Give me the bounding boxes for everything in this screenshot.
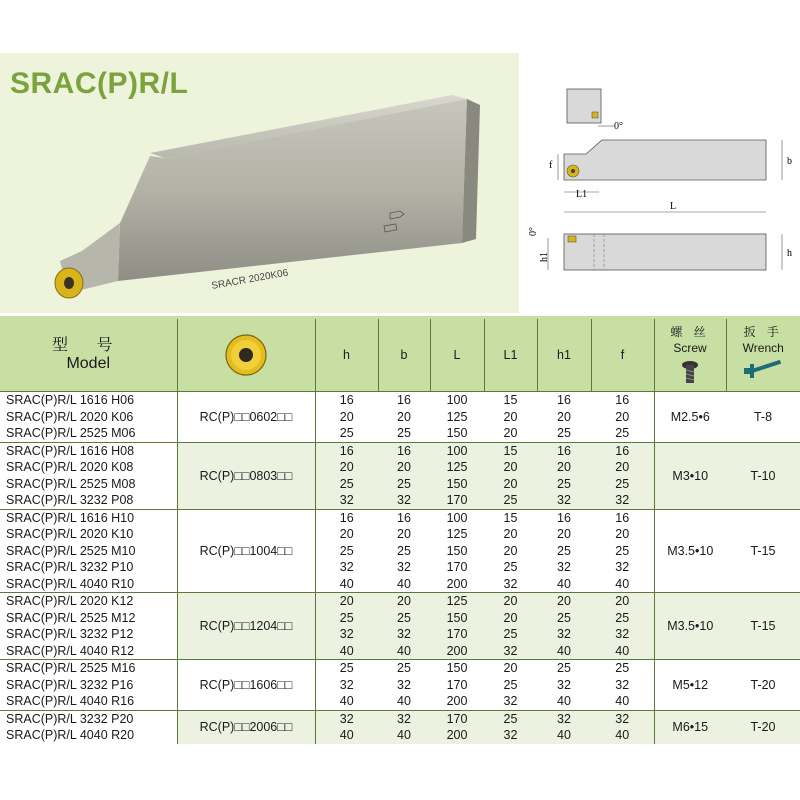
header-L: L [430, 318, 484, 392]
dim-L1-cell: 32 [484, 693, 537, 710]
dim-h-cell: 40 [315, 693, 378, 710]
model-cell: SRAC(P)R/L 4040 R20 [0, 727, 177, 744]
dim-h1-cell: 16 [537, 509, 591, 526]
dim-h-cell: 25 [315, 425, 378, 442]
model-cell: SRAC(P)R/L 2020 K08 [0, 459, 177, 476]
label-h: h [787, 248, 792, 259]
dim-b-cell: 32 [378, 492, 430, 509]
screw-cell: M3.5•10 [654, 593, 726, 660]
dim-h1-cell: 40 [537, 727, 591, 744]
dim-h1-cell: 32 [537, 677, 591, 694]
round-insert-icon [223, 332, 269, 378]
dim-f-cell: 16 [591, 392, 654, 409]
header-f: f [591, 318, 654, 392]
dim-L-cell: 170 [430, 677, 484, 694]
dim-h1-cell: 25 [537, 610, 591, 627]
dim-b-cell: 20 [378, 459, 430, 476]
dim-b-cell: 16 [378, 442, 430, 459]
dim-L1-cell: 32 [484, 727, 537, 744]
dim-L1-cell: 20 [484, 610, 537, 627]
insert-group [0, 710, 800, 744]
dim-f-cell: 40 [591, 693, 654, 710]
screw-cell: M3•10 [654, 442, 726, 509]
model-cell: SRAC(P)R/L 2020 K06 [0, 409, 177, 426]
dim-h1-cell: 20 [537, 593, 591, 610]
dim-h1-cell: 40 [537, 693, 591, 710]
wrench-cell: T-10 [726, 442, 800, 509]
dim-L1-cell: 25 [484, 492, 537, 509]
dim-h-cell: 40 [315, 727, 378, 744]
model-cell: SRAC(P)R/L 3232 P08 [0, 492, 177, 509]
dim-L-cell: 125 [430, 593, 484, 610]
specification-table [0, 316, 800, 744]
torx-wrench-icon [740, 360, 786, 386]
model-cell: SRAC(P)R/L 4040 R10 [0, 576, 177, 593]
model-cell: SRAC(P)R/L 3232 P20 [0, 710, 177, 727]
header-screw [654, 318, 726, 392]
dim-h-cell: 32 [315, 559, 378, 576]
model-cell: SRAC(P)R/L 2020 K12 [0, 593, 177, 610]
wrench-cell: T-8 [726, 392, 800, 443]
dim-h1-cell: 32 [537, 492, 591, 509]
dim-f-cell: 20 [591, 459, 654, 476]
label-angle-side: 0° [528, 227, 539, 236]
header-screw-cn: 螺 丝 [670, 325, 710, 339]
wrench-cell: T-20 [726, 660, 800, 711]
dim-L1-cell: 20 [484, 425, 537, 442]
dim-b-cell: 32 [378, 710, 430, 727]
dim-f-cell: 16 [591, 509, 654, 526]
dim-L-cell: 125 [430, 409, 484, 426]
dim-L-cell: 170 [430, 492, 484, 509]
insert-code-cell: RC(P)□□2006□□ [177, 710, 315, 744]
dim-L-cell: 150 [430, 610, 484, 627]
dim-f-cell: 25 [591, 660, 654, 677]
dim-f-cell: 40 [591, 727, 654, 744]
table-header-row [0, 318, 800, 392]
dim-h1-cell: 40 [537, 643, 591, 660]
dim-L-cell: 125 [430, 526, 484, 543]
page-title: SRAC(P)R/L [10, 67, 189, 100]
dim-L-cell: 150 [430, 476, 484, 493]
insert-group [0, 392, 800, 443]
dim-b-cell: 40 [378, 727, 430, 744]
dim-f-cell: 32 [591, 492, 654, 509]
top-view [549, 140, 792, 212]
header-wrench-en: Wrench [742, 341, 784, 355]
dim-h-cell: 40 [315, 643, 378, 660]
dim-h-cell: 16 [315, 392, 378, 409]
insert-code-cell: RC(P)□□1606□□ [177, 660, 315, 711]
dim-L-cell: 200 [430, 693, 484, 710]
dim-L-cell: 150 [430, 543, 484, 560]
insert-code-cell: RC(P)□□1204□□ [177, 593, 315, 660]
dim-h-cell: 25 [315, 610, 378, 627]
dim-L1-cell: 20 [484, 459, 537, 476]
header-model [0, 318, 177, 392]
dim-L1-cell: 15 [484, 392, 537, 409]
model-cell: SRAC(P)R/L 4040 R12 [0, 643, 177, 660]
dim-h-cell: 20 [315, 409, 378, 426]
table-row [0, 392, 800, 409]
dim-h-cell: 32 [315, 492, 378, 509]
dim-f-cell: 32 [591, 677, 654, 694]
dim-h1-cell: 20 [537, 459, 591, 476]
dim-L1-cell: 15 [484, 509, 537, 526]
dim-b-cell: 16 [378, 392, 430, 409]
screw-cell: M6•15 [654, 710, 726, 744]
dim-b-cell: 16 [378, 509, 430, 526]
dim-h1-cell: 25 [537, 476, 591, 493]
header-h1: h1 [537, 318, 591, 392]
model-cell: SRAC(P)R/L 2020 K10 [0, 526, 177, 543]
dim-h-cell: 20 [315, 526, 378, 543]
dim-b-cell: 40 [378, 693, 430, 710]
dim-h1-cell: 32 [537, 626, 591, 643]
dim-b-cell: 20 [378, 526, 430, 543]
dim-L-cell: 200 [430, 576, 484, 593]
dim-h1-cell: 25 [537, 425, 591, 442]
side-view [528, 227, 792, 270]
label-b: b [787, 156, 792, 167]
dim-b-cell: 20 [378, 409, 430, 426]
model-cell: SRAC(P)R/L 1616 H06 [0, 392, 177, 409]
model-cell: SRAC(P)R/L 2525 M12 [0, 610, 177, 627]
dim-h-cell: 16 [315, 509, 378, 526]
table-row [0, 710, 800, 727]
dim-f-cell: 20 [591, 593, 654, 610]
dim-h1-cell: 25 [537, 660, 591, 677]
insert-group [0, 660, 800, 711]
model-cell: SRAC(P)R/L 3232 P16 [0, 677, 177, 694]
model-cell: SRAC(P)R/L 1616 H10 [0, 509, 177, 526]
dim-f-cell: 32 [591, 710, 654, 727]
holder-engraving: SRACR 2020K06 [210, 267, 290, 292]
label-L: L [670, 201, 677, 212]
label-L1: L1 [576, 189, 588, 200]
insert-code-cell: RC(P)□□0803□□ [177, 442, 315, 509]
dim-L-cell: 170 [430, 626, 484, 643]
label-angle-top: 0° [614, 121, 623, 132]
dim-L1-cell: 25 [484, 677, 537, 694]
dim-L-cell: 170 [430, 559, 484, 576]
dim-h1-cell: 16 [537, 392, 591, 409]
dim-b-cell: 25 [378, 610, 430, 627]
dim-L1-cell: 20 [484, 660, 537, 677]
dim-L-cell: 150 [430, 660, 484, 677]
dim-L1-cell: 25 [484, 710, 537, 727]
model-cell: SRAC(P)R/L 3232 P10 [0, 559, 177, 576]
table-row [0, 593, 800, 610]
dim-b-cell: 32 [378, 626, 430, 643]
dim-h-cell: 25 [315, 476, 378, 493]
model-cell: SRAC(P)R/L 1616 H08 [0, 442, 177, 459]
screw-icon [680, 360, 700, 386]
dim-h-cell: 16 [315, 442, 378, 459]
dim-L-cell: 200 [430, 727, 484, 744]
dim-f-cell: 25 [591, 425, 654, 442]
dim-b-cell: 25 [378, 476, 430, 493]
insert-group [0, 442, 800, 509]
insert-code-cell: RC(P)□□0602□□ [177, 392, 315, 443]
dim-h-cell: 32 [315, 677, 378, 694]
dim-b-cell: 40 [378, 576, 430, 593]
product-photo-panel [0, 53, 519, 313]
end-view [567, 89, 623, 132]
header-wrench [726, 318, 800, 392]
insert-code-cell: RC(P)□□1004□□ [177, 509, 315, 593]
dim-h-cell: 25 [315, 543, 378, 560]
dim-f-cell: 25 [591, 476, 654, 493]
dim-L1-cell: 32 [484, 643, 537, 660]
screw-cell: M5•12 [654, 660, 726, 711]
dim-L-cell: 100 [430, 392, 484, 409]
dim-f-cell: 32 [591, 626, 654, 643]
insert-group [0, 593, 800, 660]
dim-L1-cell: 20 [484, 476, 537, 493]
model-cell: SRAC(P)R/L 2525 M10 [0, 543, 177, 560]
header-b: b [378, 318, 430, 392]
dim-h-cell: 25 [315, 660, 378, 677]
dim-L1-cell: 20 [484, 593, 537, 610]
model-cell: SRAC(P)R/L 4040 R16 [0, 693, 177, 710]
dim-L-cell: 200 [430, 643, 484, 660]
dim-f-cell: 25 [591, 610, 654, 627]
header-h: h [315, 318, 378, 392]
dim-L1-cell: 32 [484, 576, 537, 593]
dim-f-cell: 40 [591, 643, 654, 660]
dim-b-cell: 20 [378, 593, 430, 610]
insert-group [0, 509, 800, 593]
dim-f-cell: 20 [591, 409, 654, 426]
dim-L-cell: 125 [430, 459, 484, 476]
dim-h-cell: 32 [315, 710, 378, 727]
dim-f-cell: 25 [591, 543, 654, 560]
dim-f-cell: 16 [591, 442, 654, 459]
wrench-cell: T-15 [726, 509, 800, 593]
header-L1: L1 [484, 318, 537, 392]
dim-h-cell: 20 [315, 593, 378, 610]
wrench-cell: T-20 [726, 710, 800, 744]
model-cell: SRAC(P)R/L 2525 M16 [0, 660, 177, 677]
header-model-cn: 型 号 [52, 337, 125, 354]
wrench-cell: T-15 [726, 593, 800, 660]
header-model-en: Model [66, 355, 111, 372]
model-cell: SRAC(P)R/L 3232 P12 [0, 626, 177, 643]
dim-h1-cell: 25 [537, 543, 591, 560]
dim-h-cell: 32 [315, 626, 378, 643]
dimension-drawing [524, 68, 800, 298]
dim-b-cell: 25 [378, 660, 430, 677]
dim-h1-cell: 20 [537, 526, 591, 543]
round-insert [55, 268, 83, 298]
dim-L1-cell: 20 [484, 543, 537, 560]
dim-b-cell: 32 [378, 559, 430, 576]
dim-f-cell: 40 [591, 576, 654, 593]
dim-b-cell: 25 [378, 425, 430, 442]
header-insert [177, 318, 315, 392]
table-row [0, 509, 800, 526]
dim-h1-cell: 32 [537, 710, 591, 727]
dim-L1-cell: 20 [484, 526, 537, 543]
header-screw-en: Screw [673, 341, 707, 355]
dim-h1-cell: 40 [537, 576, 591, 593]
dim-L-cell: 100 [430, 509, 484, 526]
dim-b-cell: 25 [378, 543, 430, 560]
dim-L1-cell: 20 [484, 409, 537, 426]
dim-f-cell: 20 [591, 526, 654, 543]
dim-h-cell: 40 [315, 576, 378, 593]
header-wrench-cn: 扳 手 [743, 325, 783, 339]
dim-h1-cell: 16 [537, 442, 591, 459]
model-cell: SRAC(P)R/L 2525 M06 [0, 425, 177, 442]
table-row [0, 442, 800, 459]
dim-L1-cell: 25 [484, 559, 537, 576]
dim-h1-cell: 32 [537, 559, 591, 576]
dim-h1-cell: 20 [537, 409, 591, 426]
label-f: f [549, 160, 553, 171]
dim-L-cell: 150 [430, 425, 484, 442]
screw-cell: M3.5•10 [654, 509, 726, 593]
label-h1: h1 [539, 252, 550, 262]
dim-L1-cell: 25 [484, 626, 537, 643]
dim-h-cell: 20 [315, 459, 378, 476]
dim-L1-cell: 15 [484, 442, 537, 459]
dim-L-cell: 100 [430, 442, 484, 459]
dim-L-cell: 170 [430, 710, 484, 727]
model-cell: SRAC(P)R/L 2525 M08 [0, 476, 177, 493]
dim-b-cell: 32 [378, 677, 430, 694]
screw-cell: M2.5•6 [654, 392, 726, 443]
dim-b-cell: 40 [378, 643, 430, 660]
dim-f-cell: 32 [591, 559, 654, 576]
table-row [0, 660, 800, 677]
